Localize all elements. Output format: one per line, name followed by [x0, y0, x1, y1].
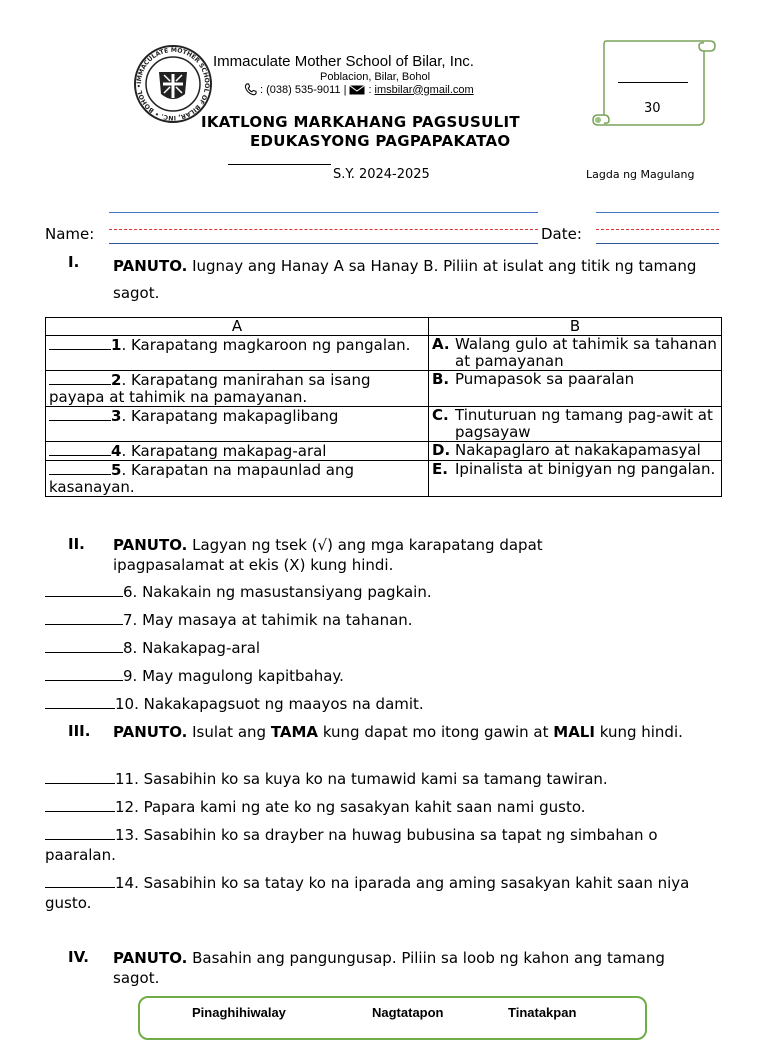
list-item: [45, 873, 715, 913]
phone-icon: [244, 83, 257, 96]
section1-label: PANUTO.: [113, 257, 188, 275]
name-label: Name:: [45, 225, 95, 243]
column-a-cell: [46, 442, 429, 461]
answer-blank[interactable]: [49, 336, 111, 350]
answer-blank[interactable]: [45, 797, 115, 812]
envelope-icon: [349, 85, 365, 95]
option-text: Walang gulo at tahimik sa tahanan at pamayanan: [455, 335, 717, 370]
item-text: 13. Sasabihin ko sa drayber na huwag bubusina sa tapat ng simbahan o paaralan.: [45, 826, 658, 864]
option-letter: E.: [432, 460, 448, 478]
item-number: 3: [111, 407, 122, 425]
email-link[interactable]: imsbilar@gmail.com: [374, 83, 474, 96]
contact-info: [244, 83, 474, 96]
section1-number: I.: [68, 253, 80, 271]
column-b-cell: [429, 461, 722, 497]
list-item: [45, 797, 586, 816]
item-text: 11. Sasabihin ko sa kuya ko na tumawid kami sa tamang tawiran.: [115, 770, 608, 788]
item-text: . Karapatang manirahan sa isang payapa at tahimik na pamayanan.: [49, 371, 371, 406]
answer-blank[interactable]: [45, 873, 115, 888]
matching-table: [45, 317, 722, 497]
tama-keyword: TAMA: [270, 723, 319, 741]
date-label: Date:: [541, 225, 582, 243]
exam-title: IKATLONG MARKAHANG PAGSUSULIT: [201, 113, 520, 131]
option-text: Pumapasok sa paaralan: [455, 370, 635, 388]
date-line-mid: [596, 229, 719, 230]
score-total: 30: [644, 101, 661, 116]
name-field[interactable]: [109, 243, 538, 244]
section3-number: III.: [68, 722, 91, 740]
school-logo: [133, 44, 213, 124]
answer-blank[interactable]: [45, 638, 123, 653]
mali-keyword: MALI: [553, 723, 595, 741]
table-row: [46, 461, 722, 497]
date-line-top: [596, 212, 719, 213]
item-text: . Karapatang magkaroon ng pangalan.: [121, 336, 411, 354]
option-letter: A.: [432, 335, 450, 353]
section1-instruction-text: Iugnay ang Hanay A sa Hanay B. Piliin at isulat ang titik ng tamang sagot.: [113, 257, 697, 302]
answer-blank[interactable]: [45, 610, 123, 625]
section3-instruction: [113, 722, 703, 742]
item-number: 4: [111, 442, 122, 460]
item-text: 14. Sasabihin ko sa tatay ko na iparada ang aming sasakyan kahit saan niya gusto.: [45, 874, 690, 912]
list-item: [45, 638, 260, 657]
list-item: [45, 825, 715, 865]
section4-label: PANUTO.: [113, 949, 188, 967]
section1-instruction: [113, 253, 713, 307]
section3-text-2: kung dapat mo itong gawin at: [318, 723, 554, 741]
section3-label: PANUTO.: [113, 723, 188, 741]
choice-option: Tinatakpan: [508, 1005, 577, 1020]
answer-blank[interactable]: [49, 442, 111, 456]
item-text: 12. Papara kami ng ate ko ng sasakyan kahit saan nami gusto.: [115, 798, 586, 816]
title-underline: [228, 164, 331, 165]
column-a-cell: [46, 336, 429, 371]
answer-blank[interactable]: [49, 407, 111, 421]
choice-option: Nagtatapon: [372, 1005, 444, 1020]
section2-number: II.: [68, 535, 85, 553]
section4-number: IV.: [68, 948, 89, 966]
table-row: [46, 407, 722, 442]
column-b-cell: [429, 407, 722, 442]
section4-instruction: [113, 948, 703, 988]
phone-number: : (038) 535-9011 |: [260, 83, 347, 96]
item-text: 6. Nakakain ng masustansiyang pagkain.: [123, 583, 432, 601]
parent-signature-label: Lagda ng Magulang: [586, 168, 695, 181]
subject-title: EDUKASYONG PAGPAPAKATAO: [250, 132, 511, 150]
table-header-row: [46, 318, 722, 336]
column-a-cell: [46, 371, 429, 407]
column-b-header: B: [429, 318, 722, 336]
choice-option: Pinaghihiwalay: [192, 1005, 286, 1020]
item-text: . Karapatan na mapaunlad ang kasanayan.: [49, 461, 355, 496]
item-number: 1: [111, 336, 122, 354]
table-row: [46, 371, 722, 407]
score-blank[interactable]: [618, 82, 688, 83]
list-item: [45, 769, 608, 788]
name-line-top: [109, 212, 538, 213]
option-text: Ipinalista at binigyan ng pangalan.: [455, 460, 716, 478]
item-text: . Karapatang makapaglibang: [121, 407, 339, 425]
logo-ring-text: IMMACULATE MOTHER SCHOOL OF BILAR, INC. • BOHOL •: [135, 46, 211, 122]
column-b-cell: [429, 371, 722, 407]
answer-blank[interactable]: [45, 825, 115, 840]
table-row: [46, 442, 722, 461]
list-item: [45, 694, 424, 713]
answer-blank[interactable]: [45, 666, 123, 681]
item-text: 10. Nakakapagsuot ng maayos na damit.: [115, 695, 424, 713]
answer-blank[interactable]: [49, 371, 111, 385]
name-line-mid: [109, 229, 538, 230]
answer-blank[interactable]: [45, 582, 123, 597]
option-letter: D.: [432, 441, 451, 459]
item-number: 2: [111, 371, 122, 389]
list-item: [45, 610, 413, 629]
section2-label: PANUTO.: [113, 536, 188, 554]
answer-blank[interactable]: [45, 769, 115, 784]
date-field[interactable]: [596, 243, 719, 244]
section2-instruction: [113, 535, 653, 575]
answer-blank[interactable]: [45, 694, 115, 709]
section3-text-3: kung hindi.: [594, 723, 683, 741]
section3-text-1: Isulat ang: [187, 723, 271, 741]
column-a-cell: [46, 407, 429, 442]
list-item: [45, 582, 432, 601]
item-text: 9. May magulong kapitbahay.: [123, 667, 344, 685]
section2-instruction-text: Lagyan ng tsek (√) ang mga karapatang dapat ipagpasalamat at ekis (X) kung hindi.: [113, 536, 543, 574]
column-a-header: A: [46, 318, 429, 336]
school-name: Immaculate Mother School of Bilar, Inc.: [213, 53, 474, 70]
school-year: S.Y. 2024-2025: [333, 167, 430, 182]
school-address: Poblacion, Bilar, Bohol: [320, 71, 431, 83]
item-text: 7. May masaya at tahimik na tahanan.: [123, 611, 413, 629]
answer-blank[interactable]: [49, 461, 111, 475]
option-letter: B.: [432, 370, 450, 388]
option-text: Tinuturuan ng tamang pag-awit at pagsayaw: [455, 406, 713, 441]
option-letter: C.: [432, 406, 449, 424]
item-text: . Karapatang makapag-aral: [121, 442, 327, 460]
section4-instruction-text: Basahin ang pangungusap. Piliin sa loob ng kahon ang tamang sagot.: [113, 949, 665, 987]
list-item: [45, 666, 344, 685]
column-a-cell: [46, 461, 429, 497]
table-row: [46, 336, 722, 371]
option-text: Nakapaglaro at nakakapamasyal: [455, 441, 701, 459]
item-text: 8. Nakakapag-aral: [123, 639, 261, 657]
column-b-cell: [429, 442, 722, 461]
column-b-cell: [429, 336, 722, 371]
email-prefix: :: [368, 83, 372, 96]
item-number: 5: [111, 461, 122, 479]
